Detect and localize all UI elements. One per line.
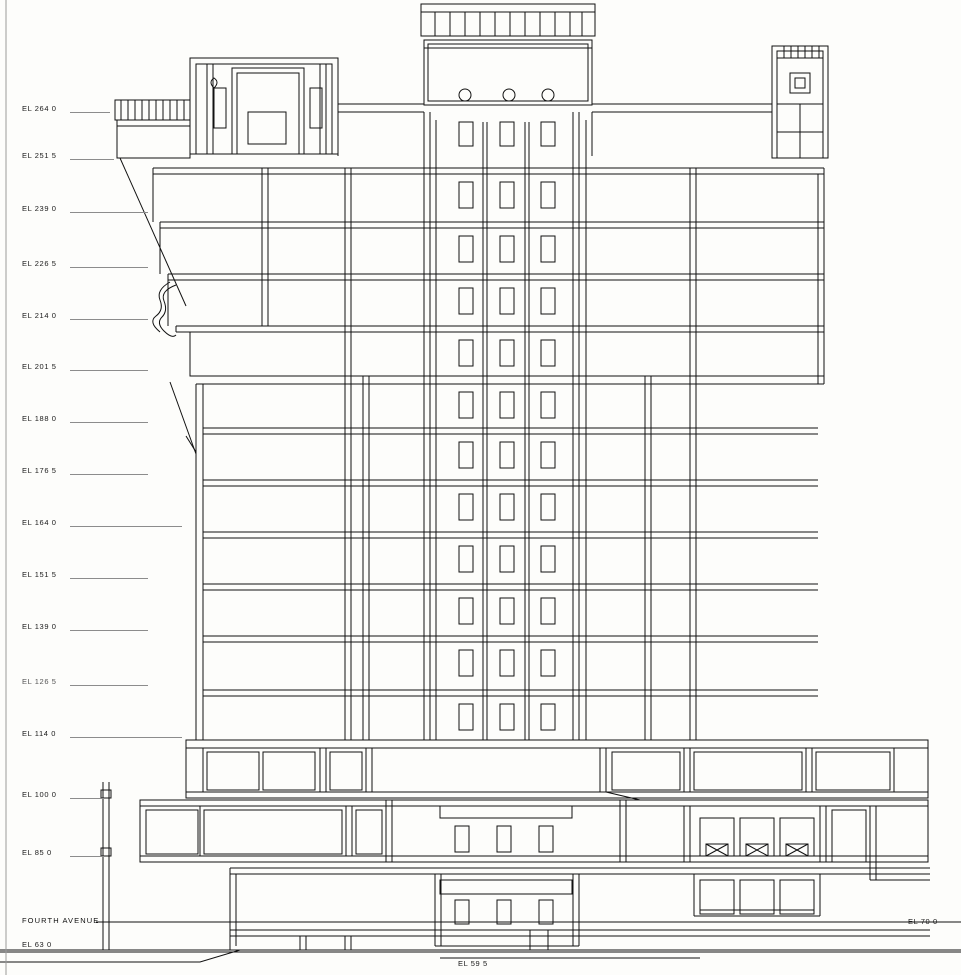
elev-leader-9 — [70, 578, 148, 579]
elev-leader-13 — [70, 798, 104, 799]
mechanical-room-block — [424, 40, 592, 105]
elev-label-11: EL 126 5 — [22, 677, 57, 686]
elev-leader-4 — [70, 319, 148, 320]
elev-label-14: EL 85 0 — [22, 848, 52, 857]
elev-label-6: EL 188 0 — [22, 414, 57, 423]
elev-label-13: EL 100 0 — [22, 790, 57, 799]
upper-left-tower — [115, 58, 338, 158]
elev-label-2: EL 239 0 — [22, 204, 57, 213]
right-top-tower — [772, 46, 828, 158]
elev-leader-6 — [70, 422, 148, 423]
street-name-label: FOURTH AVENUE — [22, 916, 100, 925]
elev-label-5: EL 201 5 — [22, 362, 57, 371]
tower-typical-floors — [203, 428, 818, 740]
elev-leader-11 — [70, 685, 148, 686]
elev-label-12: EL 114 0 — [22, 729, 56, 738]
elev-label-10: EL 139 0 — [22, 622, 57, 631]
elev-label-1: EL 251 5 — [22, 151, 57, 160]
elev-label-15: EL 63 0 — [22, 940, 52, 949]
elev-label-0: EL 264 0 — [22, 104, 57, 113]
core-openings — [459, 122, 555, 740]
elev-leader-10 — [70, 630, 148, 631]
section-cut-leader-lines — [120, 158, 196, 454]
elev-label-8: EL 164 0 — [22, 518, 57, 527]
podium-lower-level — [140, 862, 930, 950]
elev-label-4: EL 214 0 — [22, 311, 57, 320]
right-elevation-label: EL 70 0 — [908, 917, 938, 926]
elev-leader-7 — [70, 474, 148, 475]
elev-label-7: EL 176 5 — [22, 466, 57, 475]
elev-leader-1 — [70, 159, 114, 160]
elev-leader-14 — [70, 856, 104, 857]
elev-leader-2 — [70, 212, 148, 213]
bottom-elevation-label: EL 59 5 — [458, 959, 488, 968]
tower-upper-floors — [153, 168, 824, 740]
street-and-grade — [0, 782, 961, 962]
elev-leader-3 — [70, 267, 148, 268]
left-curved-duct-detail — [153, 282, 176, 336]
elev-leader-12 — [70, 737, 182, 738]
elev-leader-5 — [70, 370, 148, 371]
elev-leader-8 — [70, 526, 182, 527]
elev-label-9: EL 151 5 — [22, 570, 57, 579]
elev-leader-0 — [70, 112, 110, 113]
tower-vertical-walls — [262, 112, 696, 740]
elev-label-3: EL 226 5 — [22, 259, 57, 268]
roof-penthouse-top — [421, 4, 595, 36]
podium-upper-level — [186, 740, 928, 800]
